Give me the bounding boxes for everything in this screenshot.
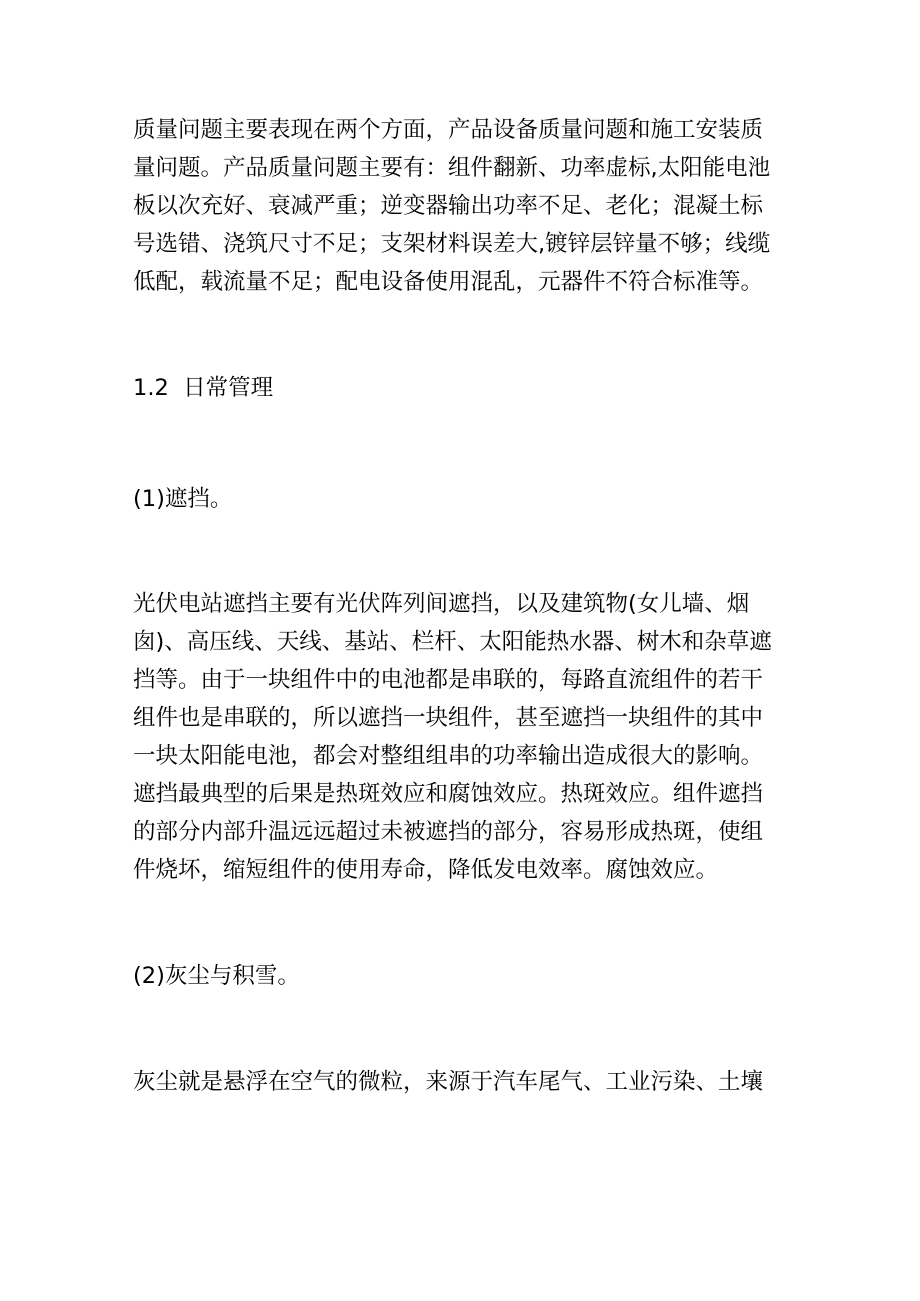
paragraph-2-line-4: 组件也是串联的，所以遮挡一块组件，甚至遮挡一块组件的其中 (133, 705, 764, 731)
section-heading: 1.2 日常管理 (133, 375, 274, 401)
paragraph-1-line-3: 板以次充好、衰减严重；逆变器输出功率不足、老化；混凝土标 (133, 193, 764, 219)
paragraph-1-line-4: 号选错、浇筑尺寸不足；支架材料误差大,镀锌层锌量不够；线缆 (133, 231, 771, 257)
paragraph-1-line-5: 低配，载流量不足；配电设备使用混乱，元器件不符合标准等。 (133, 269, 764, 295)
paragraph-1-line-1: 质量问题主要表现在两个方面，产品设备质量问题和施工安装质 (133, 117, 764, 143)
paragraph-1-line-2: 量问题。产品质量问题主要有：组件翻新、功率虚标,太阳能电池 (133, 155, 771, 181)
paragraph-2-line-5: 一块太阳能电池，都会对整组组串的功率输出造成很大的影响。 (133, 743, 764, 769)
paragraph-2-line-2: 囱)、高压线、天线、基站、栏杆、太阳能热水器、树木和杂草遮 (133, 629, 772, 655)
paragraph-2-line-1: 光伏电站遮挡主要有光伏阵列间遮挡，以及建筑物(女儿墙、烟 (133, 591, 750, 617)
item-2-heading: (2)灰尘与积雪。 (133, 963, 300, 989)
paragraph-2-line-7: 的部分内部升温远远超过未被遮挡的部分，容易形成热斑，使组 (133, 819, 764, 845)
paragraph-2-line-3: 挡等。由于一块组件中的电池都是串联的，每路直流组件的若干 (133, 667, 764, 693)
paragraph-2-line-6: 遮挡最典型的后果是热斑效应和腐蚀效应。热斑效应。组件遮挡 (133, 781, 764, 807)
item-1-heading: (1)遮挡。 (133, 486, 233, 512)
paragraph-3-line-1: 灰尘就是悬浮在空气的微粒，来源于汽车尾气、工业污染、土壤 (133, 1069, 764, 1095)
paragraph-2-line-8: 件烧坏，缩短组件的使用寿命，降低发电效率。腐蚀效应。 (133, 857, 719, 883)
